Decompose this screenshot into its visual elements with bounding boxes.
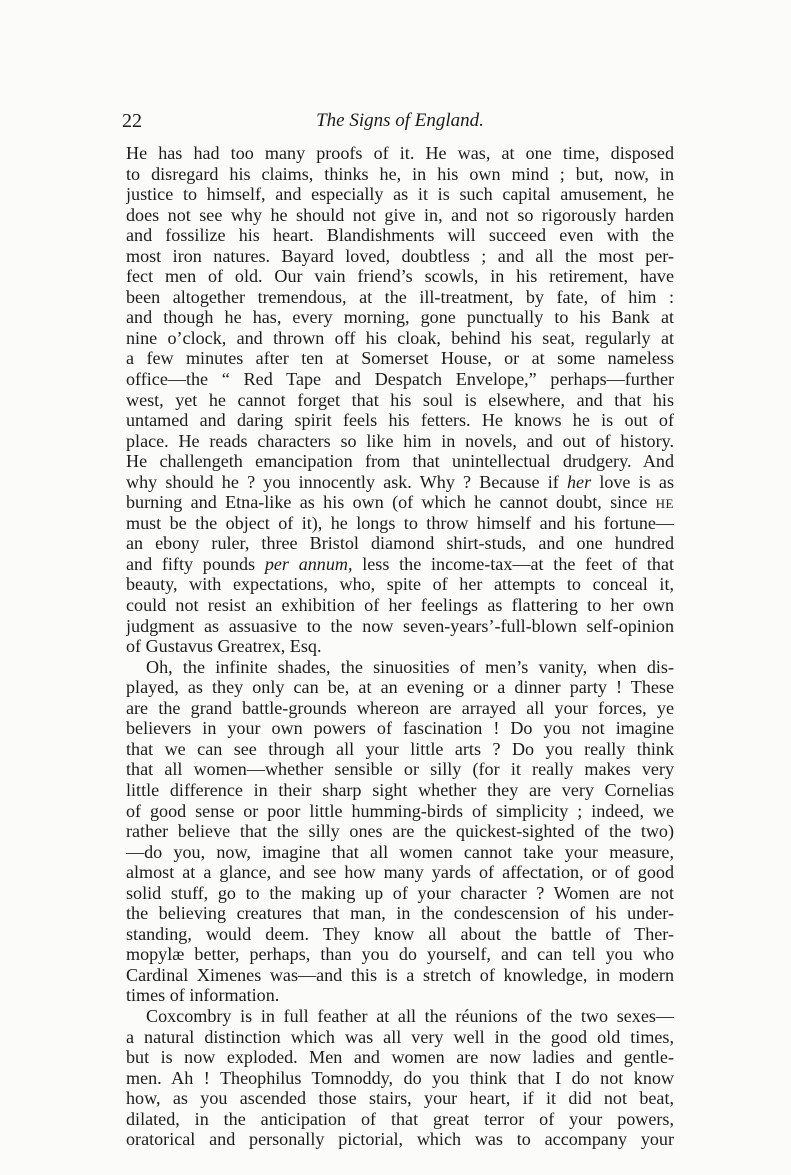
text-line: untamed and daring spirit feels his fetters. He knows he is out of xyxy=(126,410,674,431)
text-line: how, as you ascended those stairs, your heart, if it did not beat, xyxy=(126,1088,674,1109)
text-line: almost at a glance, and see how many yards of affectation, or of good xyxy=(126,862,674,883)
text-line: solid stuff, go to the making up of your character ? Women are not xyxy=(126,882,674,903)
running-title: The Signs of England. xyxy=(316,110,484,131)
text-line: office—the “ Red Tape and Despatch Envelope,” perhaps—further xyxy=(126,369,674,390)
text-line: dilated, in the anticipation of that great terror of your powers, xyxy=(126,1108,674,1129)
page-header xyxy=(122,108,678,134)
text-line: west, yet he cannot forget that his soul is elsewhere, and that his xyxy=(126,389,674,410)
text-line: Oh, the infinite shades, the sinuosities of men’s vanity, when dis- xyxy=(146,656,674,677)
text-line: justice to himself, and especially as it is such capital amusement, he xyxy=(126,184,674,205)
text-line: most iron natures. Bayard loved, doubtless ; and all the most per- xyxy=(126,245,674,266)
text-line: He has had too many proofs of it. He was, at one time, disposed xyxy=(126,143,674,163)
text-line: Cardinal Ximenes was—and this is a stretch of knowledge, in modern xyxy=(126,964,674,985)
text-line: that all women—whether sensible or silly (for it really makes very xyxy=(126,759,674,780)
text-line: an ebony ruler, three Bristol diamond shirt-studs, and one hundred xyxy=(126,533,674,554)
text-line: could not resist an exhibition of her feelings as flattering to her own xyxy=(126,595,674,616)
text-line: does not see why he should not give in, and not so rigorously harden xyxy=(126,204,674,225)
text-line: Coxcombry is in full feather at all the réunions of the two sexes— xyxy=(146,1005,674,1026)
text-line: must be the object of it), he longs to throw himself and his fortune— xyxy=(126,512,674,533)
text-line: oratorical and personally pictorial, which was to accompany your xyxy=(126,1129,674,1150)
text-line: of Gustavus Greatrex, Esq. xyxy=(126,636,322,657)
text-line xyxy=(126,492,674,513)
text-line: nine o’clock, and thrown off his cloak, behind his seat, regularly at xyxy=(126,327,674,348)
text-line: are the grand battle-grounds whereon are arrayed all your forces, ye xyxy=(126,697,674,718)
body-text xyxy=(126,143,674,1150)
text-line: of good sense or poor little humming-birds of simplicity ; indeed, we xyxy=(126,800,674,821)
text-line: that we can see through all your little arts ? Do you really think xyxy=(126,738,674,759)
text-line: played, as they only can be, at an evening or a dinner party ! These xyxy=(126,677,674,698)
text-line: men. Ah ! Theophilus Tomnoddy, do you think that I do not know xyxy=(126,1067,674,1088)
text-line: standing, would deem. They know all about the battle of Ther- xyxy=(126,923,674,944)
italic-text: her xyxy=(567,471,592,492)
text-segment: and fifty pounds xyxy=(126,553,265,574)
text-line: little difference in their sharp sight whether they are very Cornelias xyxy=(126,779,674,800)
text-line: a natural distinction which was all very well in the good old times, xyxy=(126,1026,674,1047)
text-line: —do you, now, imagine that all women cannot take your measure, xyxy=(126,841,674,862)
page-number: 22 xyxy=(122,110,142,132)
text-line: times of information. xyxy=(126,985,280,1006)
text-line xyxy=(126,472,674,493)
text-line: fect men of old. Our vain friend’s scowls, in his retirement, have xyxy=(126,266,674,287)
text-line: the believing creatures that man, in the condescension of his under- xyxy=(126,903,674,924)
text-line: a few minutes after ten at Somerset House, or at some nameless xyxy=(126,348,674,369)
text-line: beauty, with expectations, who, spite of her attempts to conceal it, xyxy=(126,574,674,595)
text-line: to disregard his claims, thinks he, in his own mind ; but, now, in xyxy=(126,163,674,184)
text-line: been altogether tremendous, at the ill-treatment, by fate, of him : xyxy=(126,286,674,307)
text-line: and fossilize his heart. Blandishments will succeed even with the xyxy=(126,225,674,246)
text-line: place. He reads characters so like him in novels, and out of history. xyxy=(126,430,674,451)
text-line: judgment as assuasive to the now seven-years’-full-blown self-opinion xyxy=(126,615,674,636)
italic-text: per annum, xyxy=(264,553,353,574)
text-line: mopylæ better, perhaps, than you do yourself, and can tell you who xyxy=(126,944,674,965)
text-segment: burning and Etna-like as his own (of which he cannot doubt, since xyxy=(126,492,656,513)
text-line: rather believe that the silly ones are the quickest-sighted of the two) xyxy=(126,821,674,842)
text-segment: why should he ? you innocently ask. Why ? Because if xyxy=(126,471,567,492)
text-line: and though he has, every morning, gone punctually to his Bank at xyxy=(126,307,674,328)
text-segment: less the income-tax—at the feet of that xyxy=(352,553,674,574)
small-caps-text: he xyxy=(655,492,674,513)
text-line: believers in your own powers of fascination ! Do you not imagine xyxy=(126,718,674,739)
text-line xyxy=(126,554,674,575)
text-segment: love is as xyxy=(591,471,674,492)
text-line: He challengeth emancipation from that unintellectual drudgery. And xyxy=(126,451,674,472)
text-line: but is now exploded. Men and women are now ladies and gentle- xyxy=(126,1047,674,1068)
